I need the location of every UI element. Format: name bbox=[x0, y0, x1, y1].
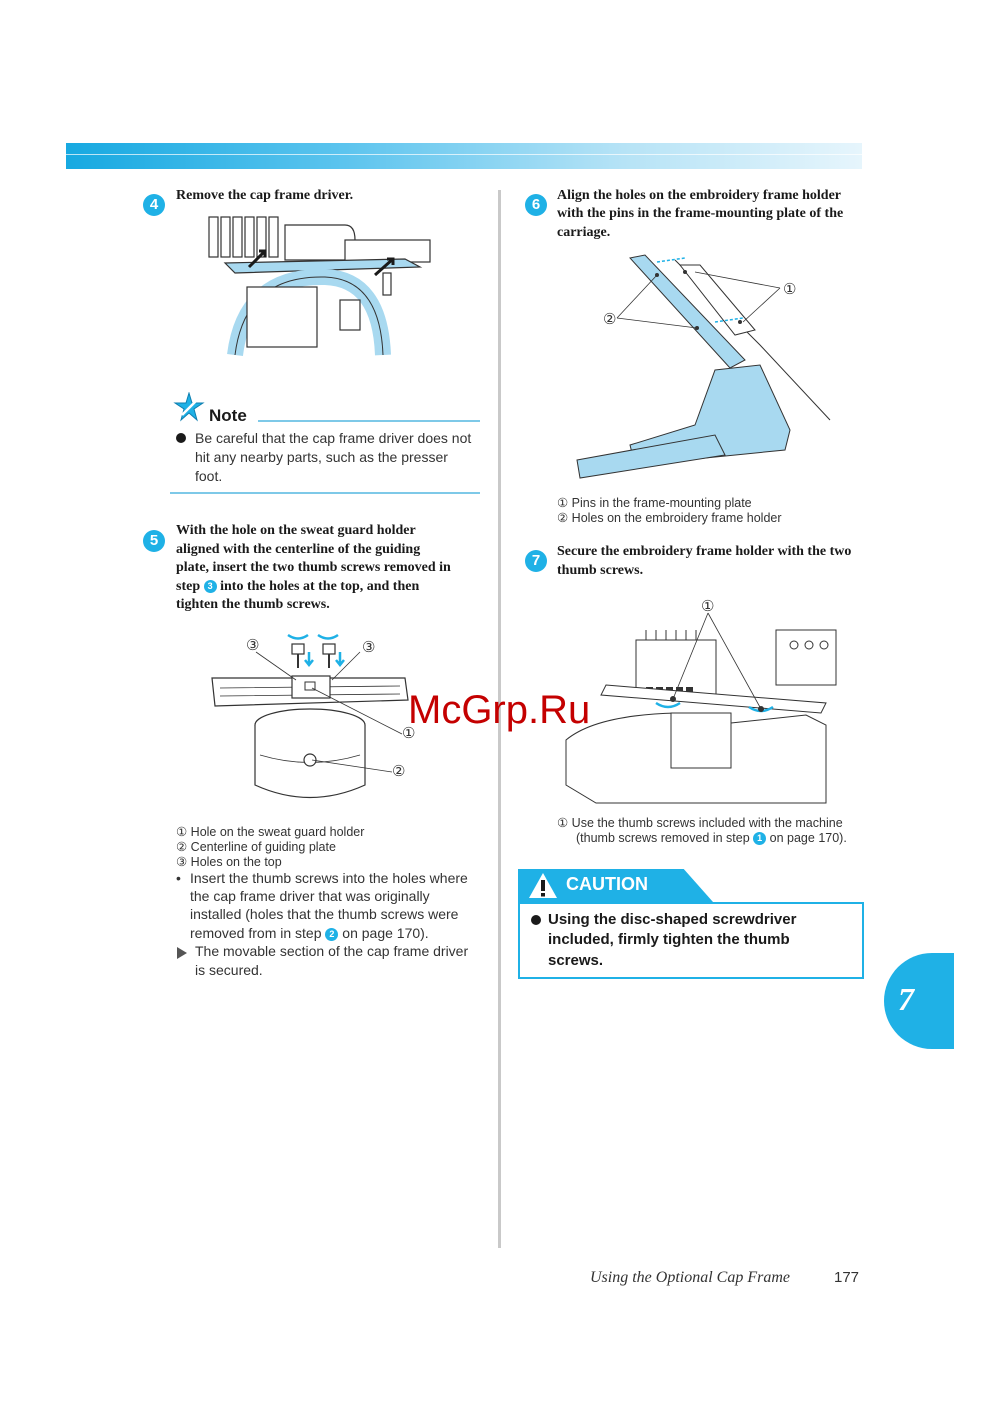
legend7-ref-badge: 1 bbox=[753, 832, 766, 845]
legend5-item-2: ② Centerline of guiding plate bbox=[176, 840, 336, 854]
step-5-line-3: plate, insert the two thumb screws removed in bbox=[176, 560, 451, 575]
step-6-number: 6 bbox=[525, 194, 547, 216]
caution-bullet bbox=[531, 915, 541, 925]
legend5-bullet-marker: • bbox=[176, 870, 181, 886]
caution-title: CAUTION bbox=[566, 874, 648, 894]
step-6-line-2: with the pins in the frame-mounting plate of the bbox=[557, 206, 844, 221]
step-6-line-1: Align the holes on the embroidery frame holder bbox=[557, 188, 841, 203]
legend5-bullet-line-4 bbox=[190, 924, 429, 943]
step-5-number: 5 bbox=[143, 530, 165, 552]
legend6-item-1: ① Pins in the frame-mounting plate bbox=[557, 496, 752, 510]
step-7-number: 7 bbox=[525, 550, 547, 572]
cap-frame-driver-illustration bbox=[205, 215, 435, 360]
legend5-bullet-line-4b: on page 170). bbox=[342, 925, 429, 941]
callout-6-1: ① bbox=[783, 281, 797, 298]
note-top-rule bbox=[258, 420, 480, 422]
step-5-ref-badge: 3 bbox=[204, 580, 217, 593]
note-sparkle-icon bbox=[172, 392, 206, 422]
legend5-item-1: ① Hole on the sweat guard holder bbox=[176, 825, 365, 839]
callout-7-1: ① bbox=[701, 598, 715, 615]
caution-line-2: included, firmly tighten the thumb bbox=[548, 931, 790, 948]
step-5-line-4a: step bbox=[176, 579, 201, 594]
step-4-text: Remove the cap frame driver. bbox=[176, 188, 354, 203]
callout-1: ① bbox=[402, 725, 416, 742]
header-band-line bbox=[66, 154, 862, 155]
callout-3-left: ③ bbox=[246, 637, 260, 654]
header-band bbox=[66, 143, 862, 169]
step-5-line-4b: into the holes at the top, and then bbox=[220, 579, 420, 594]
note-bottom-rule bbox=[170, 492, 480, 494]
legend7-line-1: ① Use the thumb screws included with the machine bbox=[557, 816, 843, 830]
sweat-guard-illustration bbox=[210, 630, 420, 805]
footer-title: Using the Optional Cap Frame bbox=[590, 1269, 790, 1286]
step-6-line-3: carriage. bbox=[557, 225, 611, 240]
legend5-ref-badge: 2 bbox=[325, 928, 338, 941]
step-5-line-2: aligned with the centerline of the guiding bbox=[176, 542, 421, 557]
note-line-2: hit any nearby parts, such as the presser bbox=[195, 449, 448, 465]
callout-2: ② bbox=[392, 763, 406, 780]
legend5-bullet-line-3: installed (holes that the thumb screws were bbox=[190, 906, 459, 922]
result-arrow-icon bbox=[177, 947, 187, 959]
legend5-bullet-line-4a: removed from in step bbox=[190, 925, 322, 941]
legend7-line-2b: on page 170). bbox=[769, 831, 847, 845]
legend7-line-2 bbox=[576, 831, 847, 846]
legend7-line-2a: (thumb screws removed in step bbox=[576, 831, 750, 845]
step-5-line-4 bbox=[176, 578, 419, 597]
chapter-tab bbox=[884, 953, 954, 1049]
callout-6-2: ② bbox=[603, 311, 617, 328]
machine-thumb-screw-illustration bbox=[556, 595, 841, 805]
page-number: 177 bbox=[834, 1269, 860, 1286]
caution-line-1: Using the disc-shaped screwdriver bbox=[548, 911, 797, 928]
legend5-item-3: ③ Holes on the top bbox=[176, 855, 282, 869]
legend6-item-2: ② Holes on the embroidery frame holder bbox=[557, 511, 782, 525]
watermark: McGrp.Ru bbox=[408, 688, 591, 732]
legend5-bullet-line-2: the cap frame driver that was originally bbox=[190, 888, 430, 904]
warning-icon bbox=[528, 872, 558, 899]
step-5-line-1: With the hole on the sweat guard holder bbox=[176, 523, 416, 538]
step-5-line-5: tighten the thumb screws. bbox=[176, 597, 330, 612]
callout-3-right: ③ bbox=[362, 639, 376, 656]
note-line-3: foot. bbox=[195, 468, 223, 484]
legend5-bullet-line-1: Insert the thumb screws into the holes where bbox=[190, 870, 468, 886]
note-title: Note bbox=[209, 406, 247, 425]
step-4-number: 4 bbox=[143, 194, 165, 216]
note-line-1: Be careful that the cap frame driver does not bbox=[195, 430, 472, 446]
step-7-line-1: Secure the embroidery frame holder with the two bbox=[557, 544, 852, 559]
step-7-line-2: thumb screws. bbox=[557, 563, 644, 578]
caution-line-3: screws. bbox=[548, 952, 604, 969]
legend5-result-line-1: The movable section of the cap frame driver bbox=[195, 943, 469, 959]
note-bullet bbox=[176, 433, 186, 443]
chapter-number: 7 bbox=[898, 981, 914, 1017]
legend5-result-line-2: is secured. bbox=[195, 962, 263, 978]
frame-holder-illustration bbox=[575, 250, 845, 480]
